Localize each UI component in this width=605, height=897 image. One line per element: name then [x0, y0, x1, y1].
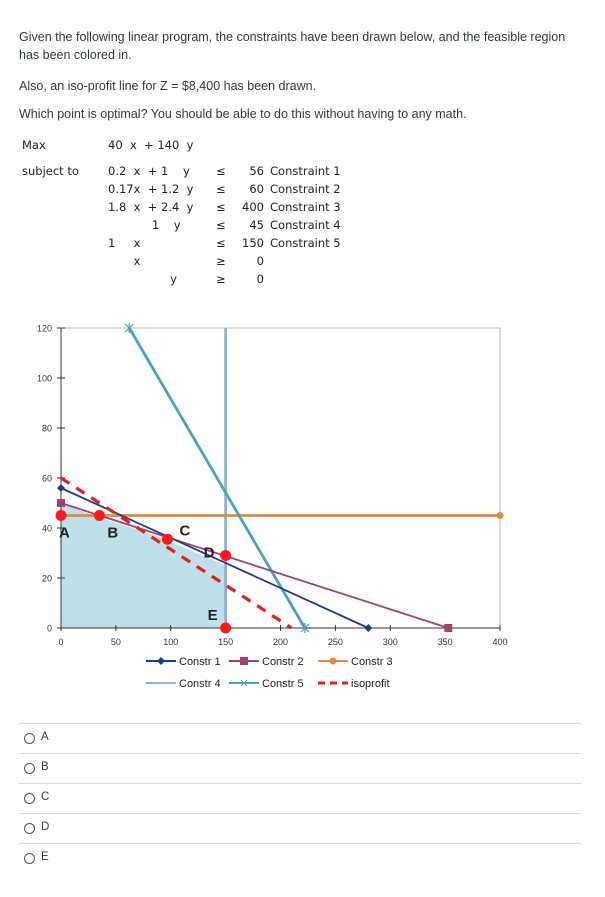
- x-tick-label: 150: [218, 637, 234, 647]
- subject-to-label: subject to: [22, 164, 79, 178]
- constraint-op: ≤: [216, 200, 226, 214]
- constraint-lhs: x: [108, 254, 141, 268]
- option-label: B: [41, 761, 49, 773]
- radio-icon[interactable]: [24, 733, 35, 744]
- constraint-op: ≥: [216, 272, 226, 286]
- constraint-lhs: 0.17x + 1.2 y: [108, 182, 194, 196]
- option-label: E: [41, 851, 49, 863]
- constraint-rhs: 56: [249, 164, 264, 178]
- legend-label: Constr 3: [351, 656, 393, 668]
- option-b[interactable]: [19, 753, 581, 784]
- point-marker-b: [94, 510, 105, 521]
- point-marker-e: [220, 623, 231, 634]
- max-label: Max: [22, 138, 46, 152]
- constraint-lhs: 0.2 x + 1 y: [108, 164, 190, 178]
- constraint-name: Constraint 3: [270, 200, 341, 214]
- x-tick-label: 250: [327, 637, 343, 647]
- x-tick-label: 400: [492, 637, 508, 647]
- point-label-a: A: [59, 524, 70, 542]
- constraint-rhs: 150: [242, 236, 264, 250]
- legend-marker: [330, 658, 337, 665]
- constraint-name: Constraint 5: [270, 236, 341, 250]
- constraint-lhs: y: [108, 272, 177, 286]
- constraint-op: ≥: [216, 254, 226, 268]
- legend-label: Constr 4: [179, 678, 221, 690]
- question-intro: Given the following linear program, the constraints have been drawn below, and the feasible region has been colored in.: [19, 30, 566, 62]
- x-tick-label: 50: [110, 637, 121, 647]
- lp-chart: [0, 310, 605, 710]
- constraint-rhs: 0: [256, 272, 264, 286]
- point-marker-a: [56, 510, 67, 521]
- point-label-c: C: [179, 522, 191, 540]
- x-tick-label: 200: [272, 637, 289, 647]
- constraint-rhs: 45: [249, 218, 264, 232]
- constraint-lhs: 1 y: [108, 218, 181, 232]
- y-tick-label: 120: [36, 323, 52, 334]
- y-tick-label: 40: [41, 523, 52, 534]
- constraint-name: Constraint 1: [270, 164, 341, 178]
- option-d[interactable]: [19, 813, 581, 844]
- option-label: D: [41, 821, 50, 833]
- radio-icon[interactable]: [24, 793, 35, 804]
- x-tick-label: 350: [437, 637, 453, 647]
- constraint-op: ≤: [216, 164, 226, 178]
- constraint-op: ≤: [216, 182, 226, 196]
- radio-icon[interactable]: [24, 763, 35, 774]
- objective: 40 x + 140 y: [108, 138, 194, 152]
- x-tick-label: 100: [163, 637, 179, 647]
- constraint-op: ≤: [216, 218, 226, 232]
- option-label: A: [41, 731, 49, 743]
- constraint-lhs: 1.8 x + 2.4 y: [108, 200, 194, 214]
- constraint-rhs: 0: [256, 254, 264, 268]
- constraint-name: Constraint 4: [270, 218, 341, 232]
- option-a[interactable]: [19, 723, 581, 754]
- radio-icon[interactable]: [24, 853, 35, 864]
- legend-label: Constr 1: [179, 656, 221, 668]
- constraint-op: ≤: [216, 236, 226, 250]
- point-marker-d: [220, 550, 231, 561]
- point-label-e: E: [207, 607, 218, 624]
- legend-label: Constr 5: [262, 678, 304, 690]
- point-marker-c: [162, 534, 173, 545]
- series-marker: [57, 499, 65, 507]
- legend-label: Constr 2: [262, 656, 304, 668]
- x-tick-label: 300: [382, 637, 398, 647]
- y-tick-label: 20: [41, 573, 52, 584]
- series-marker: [497, 512, 504, 519]
- y-tick-label: 80: [41, 423, 52, 434]
- y-tick-label: 0: [46, 623, 52, 634]
- question-isoprofit-note: Also, an iso-profit line for Z = $8,400 has been drawn.: [19, 79, 317, 93]
- series-marker: [444, 624, 452, 632]
- option-label: C: [41, 791, 50, 803]
- point-label-b: B: [107, 524, 119, 542]
- question-prompt: Which point is optimal? You should be able to do this without having to any math.: [19, 107, 467, 121]
- constraint-rhs: 400: [242, 200, 264, 214]
- option-c[interactable]: [19, 783, 581, 814]
- constraint-name: Constraint 2: [270, 182, 341, 196]
- legend-label: isoprofit: [351, 678, 390, 690]
- y-tick-label: 100: [36, 373, 52, 384]
- constraint-lhs: 1 x: [108, 236, 141, 250]
- y-tick-label: 60: [41, 473, 52, 484]
- radio-icon[interactable]: [24, 823, 35, 834]
- constraint-rhs: 60: [249, 182, 264, 196]
- x-tick-label: 0: [58, 637, 64, 647]
- legend-marker: [157, 657, 165, 665]
- option-e[interactable]: [19, 843, 581, 874]
- point-label-d: D: [203, 544, 215, 562]
- legend-marker: [240, 657, 248, 665]
